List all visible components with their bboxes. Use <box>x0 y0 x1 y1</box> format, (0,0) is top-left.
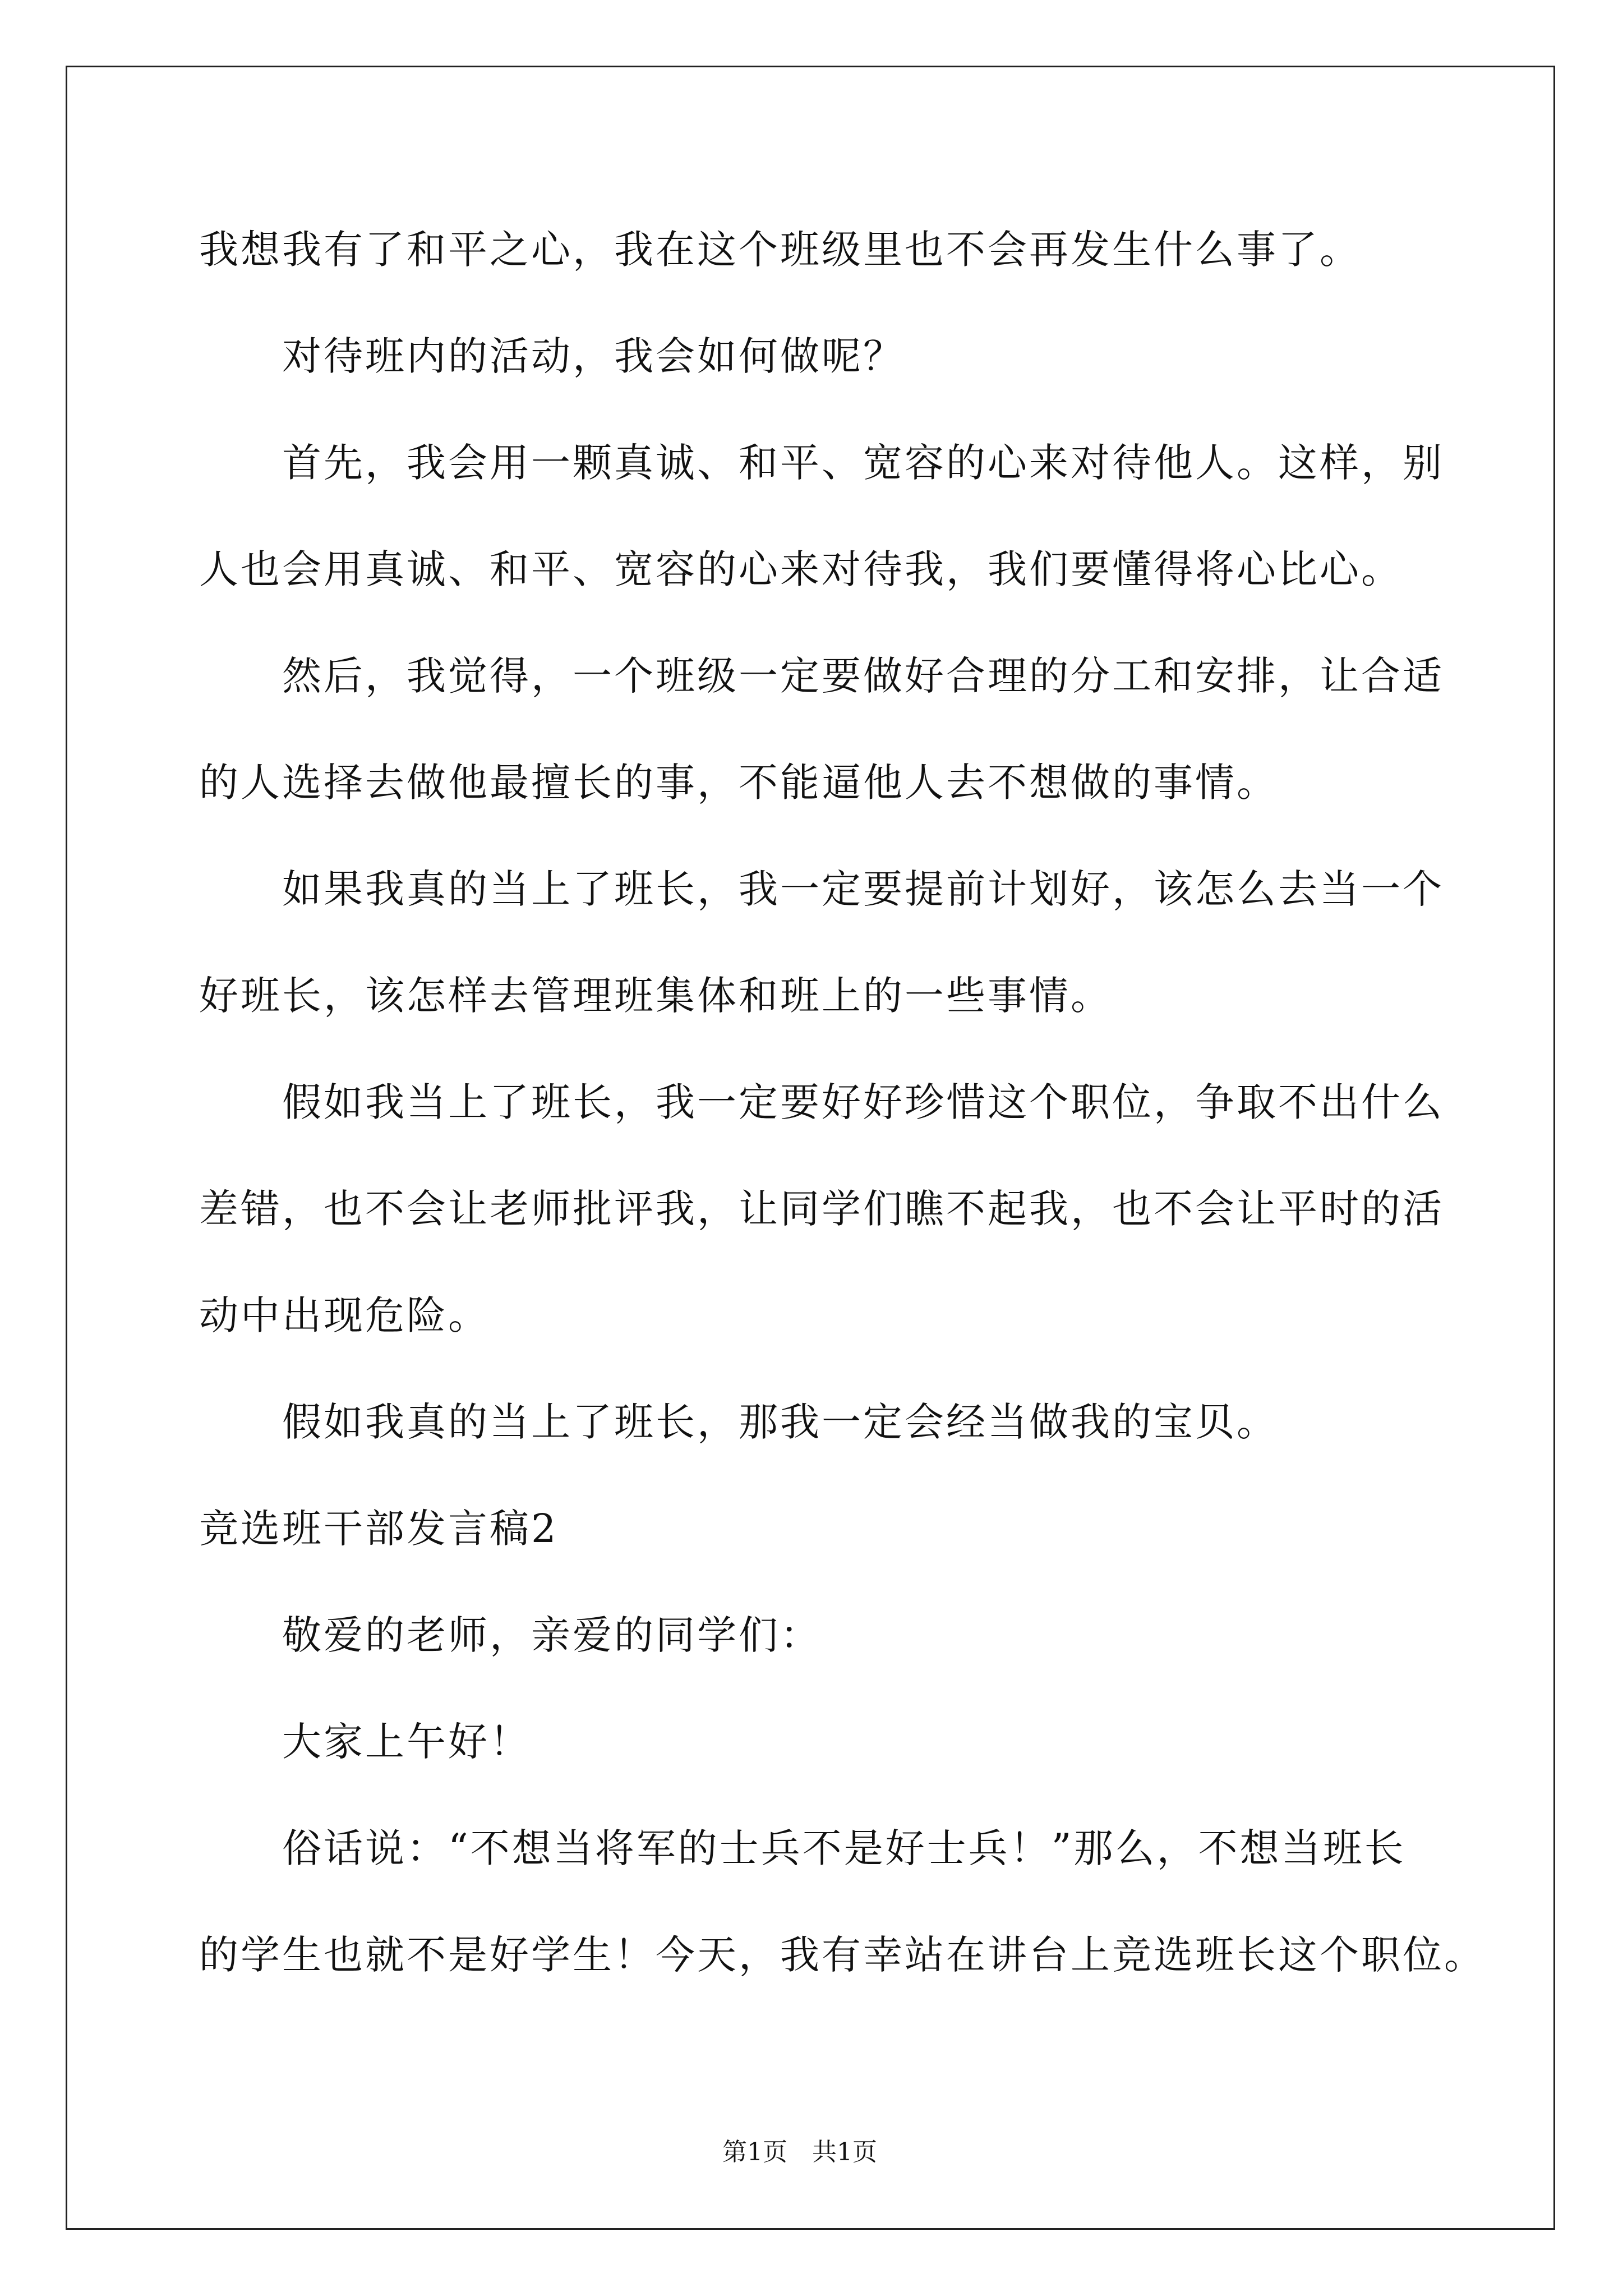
text-line: 动中出现危险。 <box>199 1292 490 1338</box>
text-line: 的人选择去做他最擅长的事，不能逼他人去不想做的事情。 <box>199 760 1278 806</box>
text-line: 敬爱的老师，亲爱的同学们： <box>282 1612 822 1658</box>
text-line: 的学生也就不是好学生！今天，我有幸站在讲台上竞选班长这个职位。 <box>199 1932 1486 1978</box>
text-line: 人也会用真诚、和平、宽容的心来对待我，我们要懂得将心比心。 <box>199 546 1403 592</box>
text-line: 首先，我会用一颗真诚、和平、宽容的心来对待他人。这样，别 <box>282 440 1444 486</box>
text-line: 对待班内的活动，我会如何做呢？ <box>282 333 905 379</box>
page-number-footer: 第1页 共1页 <box>722 2138 877 2166</box>
text-line: 差错，也不会让老师批评我，让同学们瞧不起我，也不会让平时的活 <box>199 1186 1444 1232</box>
text-line: 然后，我觉得，一个班级一定要做好合理的分工和安排，让合适 <box>282 653 1444 699</box>
text-line: 我想我有了和平之心，我在这个班级里也不会再发生什么事了。 <box>199 227 1361 273</box>
text-line: 假如我当上了班长，我一定要好好珍惜这个职位，争取不出什么 <box>282 1079 1444 1125</box>
text-line: 俗话说：“不想当将军的士兵不是好士兵！”那么，不想当班长 <box>282 1825 1406 1871</box>
text-line: 假如我真的当上了班长，那我一定会经当做我的宝贝。 <box>282 1399 1278 1445</box>
text-line: 大家上午好！ <box>282 1719 531 1765</box>
document-body <box>199 0 1489 2076</box>
text-line: 如果我真的当上了班长，我一定要提前计划好，该怎么去当一个 <box>282 866 1444 912</box>
section-heading: 竞选班干部发言稿2 <box>199 1506 559 1552</box>
text-line: 好班长，该怎样去管理班集体和班上的一些事情。 <box>199 973 1112 1019</box>
